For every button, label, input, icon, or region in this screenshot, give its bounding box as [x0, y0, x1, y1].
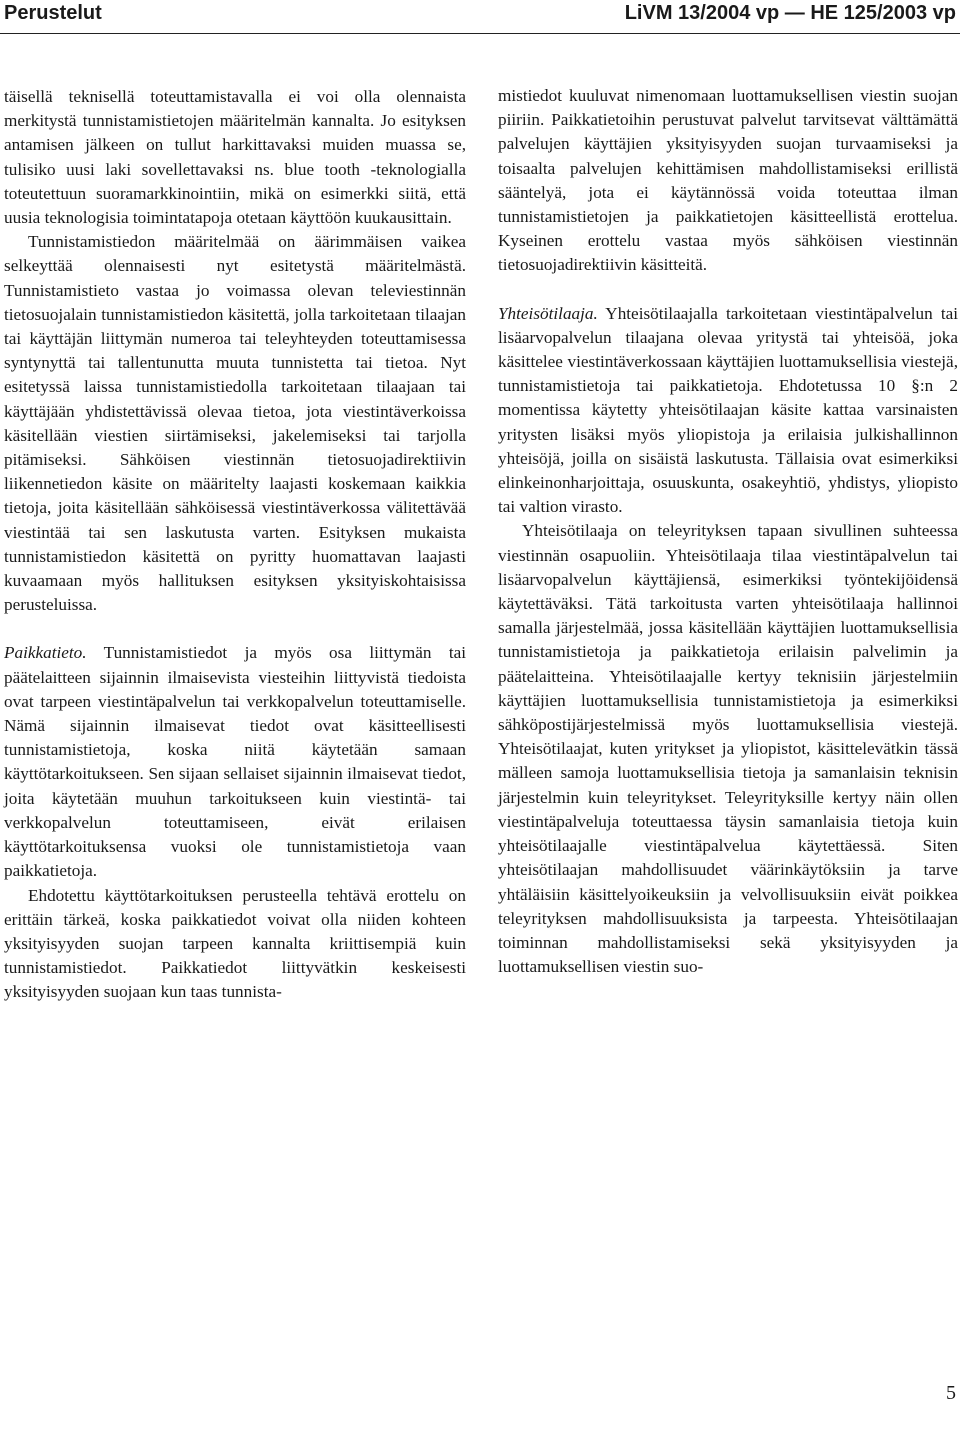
term-paikkatieto: Paikkatieto.: [4, 643, 87, 663]
right-paragraph-2: [498, 302, 958, 520]
page-number: 5: [946, 1382, 956, 1404]
left-column: [4, 85, 466, 1005]
right-paragraph-3: Yhteisötilaaja on teleyrityksen tapaan sivullinen suhteessa viestinnän osapuoliin. Yhteisötilaaja tilaa viestintäpalvelun tai lisäarvopalvelun käyttäjiensä, esimerkiksi työntekijöidensä käytettäväksi. Tätä tarkoitusta varten yhteisötilaaja hallinnoi samalla järjestelmää, jossa käsitellään käyttäjien luottamuksellisia tunnistamistietoja ja paikkatietoja erilaisin palvelimin ja päätelaitteina. Yhteisötilaajalle kertyy teknisiin järjestelmiin käyttäjien luottamuksellisia tunnistamistietoja ja esimerkiksi sähköpostijärjestelmissä myös luottamuksellisia viestejä. Yhteisötilaajat, kuten yritykset ja yliopistot, käsittelevätkin tässä mälleen samoja luottamuksellisia tietoja ja samanlaisin teknisin järjestelmin kuin teleyritykset. Teleyrityksille kertyy näin ollen viestintäpalveluja toteuttaessa täysin samanlaisia tietoja kuin yhteisötilaajalle viestintäpalvelua käytettäessä. Siten yhteisötilaajan mahdollisuudet väärinkäytöksiin ja tarve yhtäläisiin käsittelyoikeuksiin ja velvollisuuksiin eivät poikkea teleyrityksen mahdollisuuksista ja tarpeesta. Yhteisötilaajan toiminnan mahdollistamiseksi sekä yksityisyyden ja luottamuksellisen viestin suo-: [498, 521, 958, 977]
left-paragraph-3: [4, 641, 466, 883]
left-paragraph-2: Tunnistamistiedon määritelmää on äärimmäisen vaikea selkeyttää olennaisesti nyt esitetystä määritelmästä. Tunnistamistieto vastaa jo voimassa olevan televiestinnän tietosuojalain tunnistamistiedon käsitettä, jolla tarkoitetaan tilaajan tai käyttäjän liittymän numeroa tai teleyhteyden toteuttamisessa syntynyttä tai tallentunutta muuta tunnistetta tai tietoa. Nyt esitetyssä laissa tunnistamistiedolla tarkoitetaan tilaajaan tai käyttäjään yhdistettävissä olevaa tietoa, jota viestintäverkoissa käsitellään viestien siirtämiseksi, jakelemiseksi tai tarjolla pitämiseksi. Sähköisen viestinnän tietosuojadirektiivin liikennetiedon käsite on määritelty laajasti koskemaan kaikkia tietoja, joita käsitellään sähköisessä viestintäverkossa välitettävää viestintää tai sen laskutusta varten. Esityksen mukaista tunnistamistiedon käsitettä on pyritty huomattavan laajasti kuvaamaan myös hallituksen esityksen yksityiskohtaisissa perusteluissa.: [4, 232, 466, 615]
header-rule: [0, 33, 960, 34]
section-title: Perustelut: [4, 2, 102, 24]
document-reference: LiVM 13/2004 vp — HE 125/2003 vp: [624, 2, 956, 24]
right-paragraph-1: mistiedot kuuluvat nimenomaan luottamuksellisen viestin suojan piiriin. Paikkatietoihin perustuvat palvelut tarvitsevat välttämättä palvelujen käyttäjien yksityisyyden suojan turvaamiseksi ja toisaalta palvelujen kehittämisen mahdollistamiseksi erillistä sääntelyä, jota ei käytännössä voida toteuttaa ilman tunnistamistietojen ja paikkatietojen käsitteellistä erottelua. Kyseinen erottelu vastaa myös sähköisen viestinnän tietosuojadirektiivin käsitteitä.: [498, 86, 958, 275]
term-yhteisotilaaja: Yhteisötilaaja.: [498, 303, 598, 323]
page-header: [0, 0, 960, 30]
left-paragraph-4: Ehdotettu käyttötarkoituksen perusteella tehtävä erottelu on erittäin tärkeä, koska paikkatiedot voivat olla niiden kohteen yksityisyyden suojan tarpeen kannalta kriittisempiä kuin tunnistamistiedot. Paikkatiedot liittyvätkin keskeisesti yksityisyyden suojaan kun taas tunnista-: [4, 885, 466, 1002]
right-paragraph-2-text: Yhteisötilaajalla tarkoitetaan viestintäpalvelun tai lisäarvopalvelun tilaajana olevaa yritystä tai yhteisöä, joka käsittelee viestintäverkossaan käyttäjien luottamuksellisia viestejä, tunnistamistietoja tai paikkatietoja. Ehdotetussa 10 §:n 2 momentissa käytetty yhteisötilaajan käsite kattaa varsinaisten yritysten lisäksi myös yliopistoja ja erilaisia julkishallinnon yhteisöjä, joilla on sisäistä laskutusta. Tällaisia ovat esimerkiksi elinkeinonharjoittaja, osuuskunta, osakeyhtiö, yhdistys, yliopisto tai valtion virasto.: [498, 303, 958, 517]
left-paragraph-1: täisellä teknisellä toteuttamistavalla ei voi olla olennaista merkitystä tunnistamistietojen määritelmän kannalta. Jo esityksen antamisen jälkeen on tullut harkittavaksi muiden muassa se, tulisiko uusi laki sovellettavaksi ns. blue tooth -teknologialla toteutettuun suoramarkkinointiin, mikä on esimerkki siitä, että uusia teknologisia toimintatapoja otetaan käyttöön kuukausittain.: [4, 87, 466, 228]
left-paragraph-3-text: Tunnistamistiedot ja myös osa liittymän tai päätelaitteen sijainnin ilmaisevista viesteihin liittyvistä tiedoista ovat tarpeen viestintäpalvelun tai verkkopalvelun toteuttamiselle. Nämä sijainnin ilmaisevat tiedot ovat käsitteellisesti tunnistamistietoja, koska niitä käytetään samaan käyttötarkoitukseen. Sen sijaan sellaiset sijainnin ilmaisevat tiedot, joita käytetään muuhun tarkoitukseen kuin viestintä- tai verkkopalvelun toteuttamiseen, eivät erilaisen käyttötarkoituksensa vuoksi ole tunnistamistietoja vaan paikkatietoja.: [4, 643, 466, 881]
right-column: [498, 84, 958, 979]
